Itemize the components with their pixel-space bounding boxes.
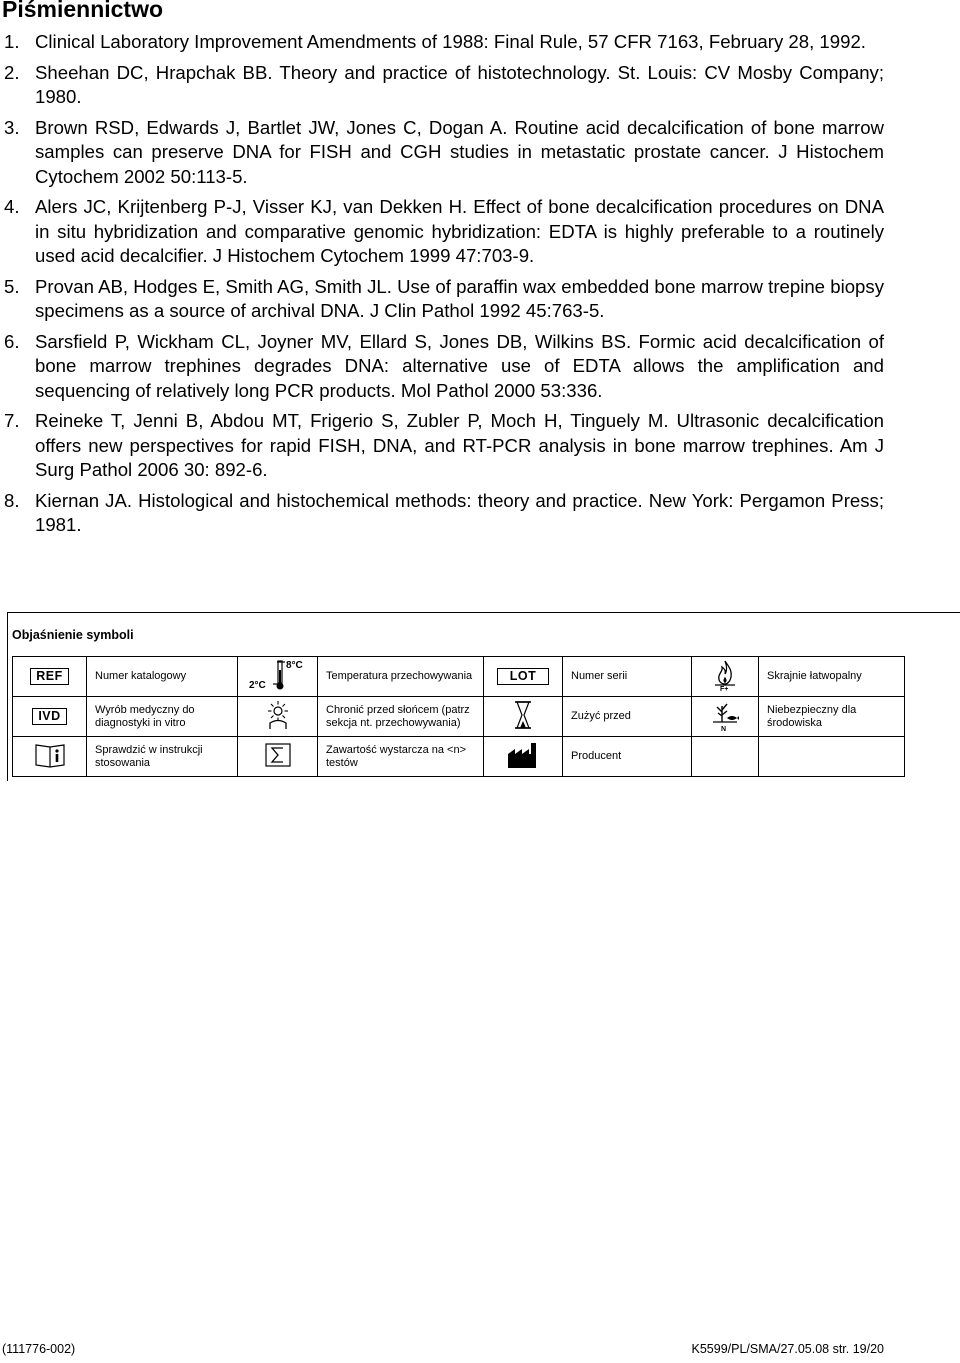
reference-item: [0, 30, 884, 55]
symbols-row: [13, 737, 905, 777]
reference-text: Clinical Laboratory Improvement Amendments of 1988: Final Rule, 57 CFR 7163, February 28, 1992.: [35, 31, 866, 52]
temperature-symbol: [238, 657, 318, 697]
hourglass-icon: [511, 699, 535, 731]
temperature-high-label: 8°C: [285, 659, 303, 671]
sunlight-symbol: [238, 697, 318, 737]
reference-text: Alers JC, Krijtenberg P-J, Visser KJ, van Dekken H. Effect of bone decalcification procedures on DNA in situ hybridization and comparative genomic hybridization: EDTA is highly preferable to a routinely used acid decalcifier. J Histochem Cytochem 1999 47:703-9.: [35, 196, 884, 266]
sigma-icon: [262, 741, 294, 769]
ref-symbol: [13, 657, 87, 697]
reference-item: [0, 116, 884, 190]
reference-text: Sheehan DC, Hrapchak BB. Theory and practice of histotechnology. St. Louis: CV Mosby Company; 1980.: [35, 61, 884, 107]
reference-item: [0, 409, 884, 483]
reference-number: 8.: [4, 489, 20, 511]
environment-symbol: [692, 697, 759, 737]
symbol-description: Niebezpieczny dla środowiska: [759, 697, 905, 737]
symbol-description: Zawartość wystarcza na <n> testów: [318, 737, 484, 777]
reference-item: [0, 489, 884, 538]
reference-number: 1.: [4, 31, 20, 52]
factory-icon: [505, 740, 541, 770]
flammable-symbol: [692, 657, 759, 697]
symbol-description: Numer katalogowy: [87, 657, 238, 697]
reference-item: [0, 330, 884, 404]
dead-tree-fish-icon: [709, 698, 741, 732]
reference-list: [0, 30, 884, 544]
page-title: Piśmiennictwo: [2, 0, 164, 22]
reference-text: Kiernan JA. Histological and histochemical methods: theory and practice. New York: Pergamon Press; 1981.: [35, 489, 884, 535]
reference-number: 5.: [4, 275, 20, 297]
sufficient-symbol: [238, 737, 318, 777]
symbols-table: [12, 656, 905, 777]
symbol-description: Sprawdzić w instrukcji stosowania: [87, 737, 238, 777]
book-info-icon: [33, 740, 67, 770]
lot-symbol: [484, 657, 563, 697]
reference-text: Sarsfield P, Wickham CL, Joyner MV, Ellard S, Jones DB, Wilkins BS. Formic acid decalcification of bone marrow trephines degrades DNA: alternative use of EDTA allows the amplification and sequencing of relatively long PCR products. Mol Pathol 2000 53:336.: [35, 330, 884, 401]
reference-item: [0, 195, 884, 269]
environment-label: N: [721, 725, 727, 732]
reference-item: [0, 275, 884, 324]
keep-from-sunlight-icon: [263, 699, 293, 731]
reference-item: [0, 61, 884, 110]
manufacturer-symbol: [484, 737, 563, 777]
ivd-symbol: [13, 697, 87, 737]
symbols-row: [13, 697, 905, 737]
symbol-description: Chronić przed słońcem (patrz sekcja nt. przechowywania): [318, 697, 484, 737]
symbols-row: [13, 657, 905, 697]
reference-text: Reineke T, Jenni B, Abdou MT, Frigerio S, Zubler P, Moch H, Tinguely M. Ultrasonic decalcification offers new perspectives for rapid FISH, DNA, and RT-PCR analysis in bone marrow trephines. Am J Surg Pathol 2006 30: 892-6.: [35, 410, 884, 480]
use-by-symbol: [484, 697, 563, 737]
reference-number: 6.: [4, 330, 20, 352]
empty-cell: [692, 737, 759, 777]
symbol-description: Temperatura przechowywania: [318, 657, 484, 697]
symbol-description: Zużyć przed: [563, 697, 692, 737]
reference-number: 4.: [4, 196, 20, 217]
symbol-description: Producent: [563, 737, 692, 777]
lot-icon: LOT: [497, 668, 550, 685]
temperature-limit-icon: [243, 658, 313, 692]
reference-text: Provan AB, Hodges E, Smith AG, Smith JL. Use of paraffin wax embedded bone marrow trepine biopsy specimens as a source of archival DNA. J Clin Pathol 1992 45:763-5.: [35, 275, 884, 321]
reference-number: 7.: [4, 410, 20, 431]
reference-number: 2.: [4, 61, 20, 83]
symbol-description: Numer serii: [563, 657, 692, 697]
instructions-symbol: [13, 737, 87, 777]
ivd-icon: IVD: [32, 708, 66, 725]
symbol-description: Skrajnie łatwopalny: [759, 657, 905, 697]
flammable-label: F+: [720, 685, 729, 692]
reference-text: Brown RSD, Edwards J, Bartlet JW, Jones C, Dogan A. Routine acid decalcification of bone marrow samples can preserve DNA for FISH and CGH studies in metastatic prostate cancer. J Histochem Cytochem 2002 50:113-5.: [35, 116, 884, 187]
symbols-title: Objaśnienie symboli: [12, 628, 134, 642]
temperature-low-label: 2°C: [248, 679, 266, 691]
flame-icon: [710, 658, 740, 692]
page-reference: K5599/PL/SMA/27.05.08 str. 19/20: [691, 1342, 884, 1356]
reference-number: 3.: [4, 116, 20, 138]
ref-icon: REF: [30, 668, 69, 685]
empty-cell: [759, 737, 905, 777]
document-code: (111776-002): [2, 1342, 76, 1356]
symbol-description: Wyrób medyczny do diagnostyki in vitro: [87, 697, 238, 737]
